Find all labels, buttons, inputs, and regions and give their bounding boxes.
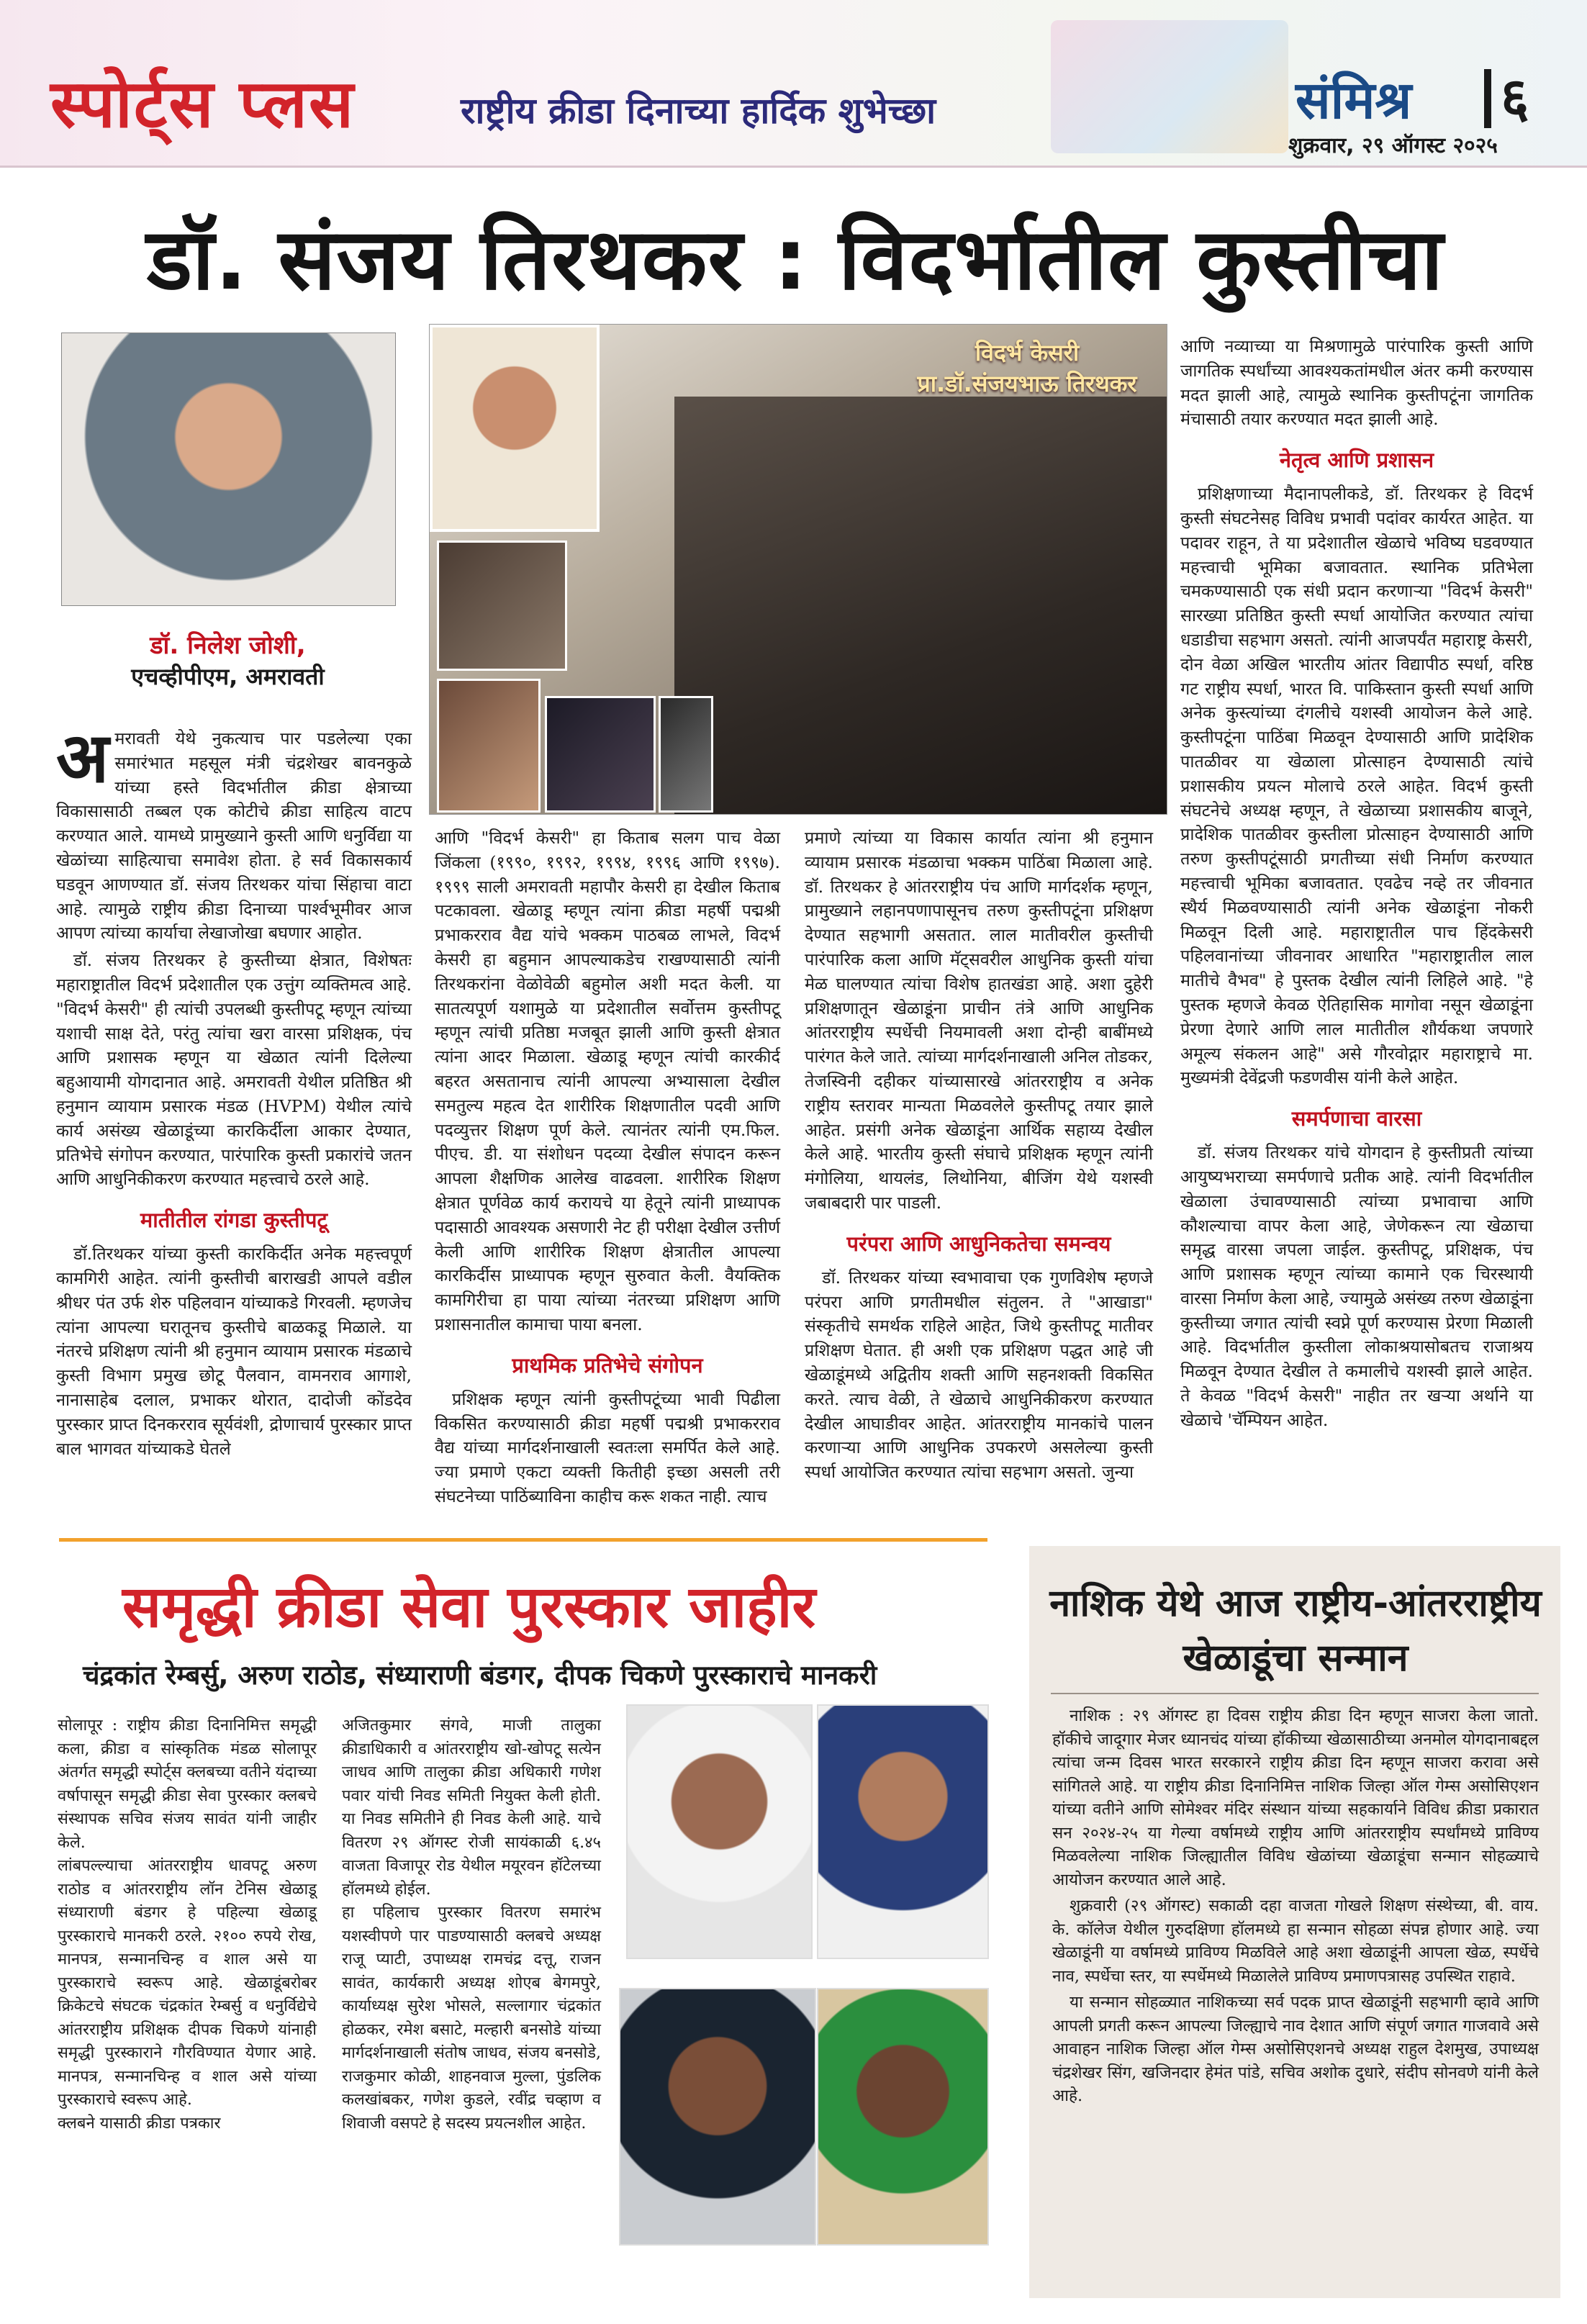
paragraph: मरावती येथे नुकत्याच पार पडलेल्या एका समारंभात महसूल मंत्री चंद्रशेखर बावनकुळे यांच्या हस्ते विदर्भातील क्रीडा क्षेत्राच्या विकासासाठी तब्बल एक कोटीचे क्रीडा साहित्य वाटप करण्यात आले. यामध्ये प्रामुख्याने कुस्ती आणि धनुर्विद्या या खेळांच्या साहित्याचा समावेश होता. हे सर्व विकासकार्य घडवून आणण्यात डॉ. संजय तिरथकर यांचा सिंहाचा वाटा आहे. त्यामुळे राष्ट्रीय क्रीडा दिनाच्या पार्श्वभूमीवर आज आपण त्यांच्या कार्याचा लेखाजोखा बघणार आहोत. [56,728,412,944]
award-subheadline: चंद्रकांत रेम्बर्सु, अरुण राठोड, संध्याराणी बंडगर, दीपक चिकणे पुरस्काराचे मानकरी [83,1660,877,1691]
paragraph: आणि नव्याच्या या मिश्रणामुळे पारंपारिक कुस्ती आणि जागतिक स्पर्धांच्या आवश्यकतांमधील अंतर कमी करण्यास मदत झाली आहे, त्यामुळे स्थानिक कुस्तीपटूंना जागतिक मंचासाठी तयार करण्यात मदत झाली आहे. [1180,336,1533,430]
section-name: संमिश्र [1296,70,1412,130]
paragraph: प्रशिक्षक म्हणून त्यांनी कुस्तीपटूंच्या भावी पिढीला विकसित करण्यासाठी क्रीडा महर्षी पद्मश्री प्रभाकरराव वैद्य यांच्या मार्गदर्शनाखाली स्वतःला समर्पित केले आहे. ज्या प्रमाणे एकटा व्यक्ती कितीही इच्छा असली तरी संघटनेच्या पाठिंब्याविना काहीच करू शकत नाही. त्याच [435,1388,780,1506]
paragraph: आणि "विदर्भ केसरी" हा किताब सलग पाच वेळा जिंकला (१९९०, १९९२, १९९४, १९९६ आणि १९९७). १९९९ साली अमरावती महापौर केसरी हा देखील किताब पटकावला. खेळाडू म्हणून त्यांना क्रीडा महर्षी पद्मश्री प्रभाकरराव वैद्य यांचे भक्कम पाठबळ लाभले, विदर्भ केसरी हा बहुमान आपल्याकडेच राखण्यासाठी त्यांनी तिरथकरांना वेळोवेळी बहुमोल अशी मदत केली. या सातत्यपूर्ण यशामुळे या प्रदेशातील सर्वोत्तम कुस्तीपटू म्हणून त्यांची प्रतिष्ठा मजबूत झाली आणि कुस्ती क्षेत्रात त्यांना आदर मिळाला. खेळाडू म्हणून त्यांची कारकीर्द बहरत असतानाच त्यांनी आपल्या अभ्यासाला देखील समतुल्य महत्व देत शारीरिक शिक्षणातील पदवी आणि पदव्युत्तर शिक्षण पूर्ण केले. त्यानंतर त्यांनी एम.फिल. पीएच. डी. या संशोधन पदव्या देखील संपादन करून आपला शैक्षणिक आलेख वाढवला. शारीरिक शिक्षण क्षेत्रात पूर्णवेळ कार्य करायचे या हेतूने त्यांनी प्राध्यापक पदासाठी आवश्यक असणारी नेट ही परीक्षा देखील उत्तीर्ण केली आणि शारीरिक शिक्षण क्षेत्रातील आपल्या कारकिर्दीस प्राध्यापक म्हणून सुरुवात केली. वैयक्तिक कामगिरीचा हा पाया त्यांच्या नंतरच्या प्रशिक्षण आणि प्रशासनातील कामाचा पाया बनला. [435,828,780,1334]
paragraph: डॉ.तिरथकर यांच्या कुस्ती कारकिर्दीत अनेक महत्त्वपूर्ण कामगिरी आहेत. त्यांनी कुस्तीची बाराखडी आपले वडील श्रीधर पंत उर्फ शेरु पहिलवान यांच्याकडे गिरवली. म्हणजेच त्यांना आपल्या घरातूनच कुस्तीचे बाळकडू मिळाले. या नंतरचे प्रशिक्षण त्यांनी श्री हनुमान व्यायाम प्रसारक मंडळाचे कुस्ती विभाग प्रमुख छोटू पैलवान, वामनराव आगाशे, नानासाहेब दलाल, प्रभाकर थोरात, दादोजी कोंडदेव पुरस्कार प्राप्त दिनकरराव सूर्यवंशी, द्रोणाचार्य पुरस्कार प्राप्त बाल भागवत यांच्याकडे घेतले [56,1244,412,1459]
page-number: ६ [1501,65,1529,130]
awardee-photo [626,1704,813,1959]
divider [1484,69,1491,128]
author-name: डॉ. निलेश जोशी, [150,631,306,660]
subheading: समर्पणाचा वारसा [1291,1106,1422,1131]
paragraph: या सन्मान सोहळ्यात नाशिकच्या सर्व पदक प्राप्त खेळाडूंनी सहभागी व्हावे आणि आपली प्रगती करून आपल्या जिल्ह्याचे नाव देशात आणि संपूर्ण जगात गाजवावे असे आवाहन नाशिक जिल्हा ऑल गेम्स असोसिएशनचे अध्यक्ष राहुल देशमुख, उपाध्यक्ष चंद्रशेखर सिंग, खजिनदार हेमंत पांडे, सचिव अशोक दुधारे, संदीप सोनवणे यांनी केले आहे. [1052,1993,1539,2105]
award-column-1: सोलापूर : राष्ट्रीय क्रीडा दिनानिमित्त समृद्धी कला, क्रीडा व सांस्कृतिक मंडळ सोलापूर अंतर्गत समृद्धी स्पोर्ट्स क्लबच्या वतीने यंदाच्या वर्षापासून समृद्धी क्रीडा सेवा पुरस्कार क्लबचे संस्थापक सचिव संजय सावंत यांनी जाहीर केले. लांबपल्ल्याचा आंतरराष्ट्रीय धावपटू अरुण राठोड व आंतरराष्ट्रीय लॉन टेनिस खेळाडू संध्याराणी बंडगर हे पहिल्या खेळाडू पुरस्काराचे मानकरी ठरले. २१०० रुपये रोख, मानपत्र, सन्मानचिन्ह व शाल असे या पुरस्काराचे स्वरूप आहे. खेळाडूंबरोबर क्रिकेटचे संघटक चंद्रकांत रेम्बर्सु व धनुर्विद्येचे आंतरराष्ट्रीय प्रशिक्षक दीपक चिकणे यांनाही समृद्धी पुरस्काराने गौरविण्यात येणार आहे. मानपत्र, सन्मानचिन्ह व शाल असे यांच्या पुरस्काराचे स्वरूप आहे. क्लबने यासाठी क्रीडा पत्रकार [58,1717,317,2133]
paragraph: शुक्रवारी (२९ ऑगस्ट) सकाळी दहा वाजता गोखले शिक्षण संस्थेच्या, बी. वाय. के. कॉलेज येथील गुरुदक्षिणा हॉलमध्ये हा सन्मान सोहळा संपन्न होणार आहे. ज्या खेळाडूंनी या वर्षामध्ये प्राविण्य मिळविले आहे अशा खेळाडूंनी आपला खेळ, स्पर्धेचे नाव, स्पर्धेचा स्तर, या स्पर्धेमध्ये मिळालेले प्राविण्य प्रमाणपत्रासह उपस्थित राहावे. [1052,1896,1539,1986]
author-role: एचव्हीपीएम, अमरावती [131,663,325,690]
masthead-tagline: राष्ट्रीय क्रीडा दिनाच्या हार्दिक शुभेच्छा [461,90,936,132]
archive-photo-1 [437,541,567,671]
archive-photo-2 [437,679,541,813]
wrestling-photo-collage [429,324,1167,815]
tirathkar-portrait-photo [430,325,600,532]
collage-caption: विदर्भ केसरी प्रा.डॉ.संजयभाऊ तिरथकर [917,339,1137,398]
nashik-body [1052,1704,1539,2111]
nashik-headline: नाशिक येथे आज राष्ट्रीय-आंतरराष्ट्रीय खेळाडूंचा सन्मान [1049,1582,1542,1680]
awardee-photo [817,1704,989,1959]
issue-date: शुक्रवार, २९ ऑगस्ट २०२५ [1288,133,1498,158]
awardee-photo [619,1988,816,2246]
article-column-3 [805,826,1153,1488]
award-headline: समृद्धी क्रीडा सेवा पुरस्कार जाहीर [122,1573,816,1640]
archive-photo-3 [545,696,656,813]
paragraph: प्रमाणे त्यांच्या या विकास कार्यात त्यांना श्री हनुमान व्यायाम प्रसारक मंडळाचा भक्कम पाठिंबा मिळाला आहे. डॉ. तिरथकर हे आंतरराष्ट्रीय पंच आणि मार्गदर्शक म्हणून, प्रामुख्याने लहानपणापासूनच तरुण कुस्तीपटूंना प्रशिक्षण देण्यात सहभागी असतात. लाल मातीवरील कुस्तीची पारंपारिक कला आणि मॅट्सवरील आधुनिक कुस्ती यांचा मेळ घालण्यात त्यांचा विशेष हातखंडा आहे. अशा दुहेरी प्रशिक्षणातून खेळाडूंना प्राचीन तंत्रे आणि आधुनिक आंतरराष्ट्रीय स्पर्धेची नियमावली अशा दोन्ही बाबींमध्ये पारंगत केले जाते. त्यांच्या मार्गदर्शनाखाली अनिल तोडकर, तेजस्विनी दहीकर यांच्यासारखे आंतरराष्ट्रीय व अनेक राष्ट्रीय स्तरावर मान्यता मिळवलेले कुस्तीपटू तयार झाले आहेत. प्रसंगी अनेक खेळाडूंना आर्थिक सहाय्य देखील केले आहे. भारतीय कुस्ती संघाचे प्रशिक्षक म्हणून त्यांनी मंगोलिया, थायलंड, लिथोनिया, बीजिंग येथे यशस्वी जबाबदारी पार पाडली. [805,828,1153,1213]
paragraph: डॉ. तिरथकर यांच्या स्वभावाचा एक गुणविशेष म्हणजे परंपरा आणि प्रगतीमधील संतुलन. ते "आखाडा" संस्कृतीचे समर्थक राहिले आहेत, जिथे कुस्तीपटू मातीवर प्रशिक्षण घेतात. ही अशी एक प्रशिक्षण पद्धत आहे जी खेळाडूंमध्ये अद्वितीय शक्ती आणि सहनशक्ती विकसित करते. त्याच वेळी, ते खेळाचे आधुनिकीकरण करण्यात देखील आघाडीवर आहेत. आंतरराष्ट्रीय मानकांचे पालन करणाऱ्या आणि आधुनिक उपकरणे असलेल्या कुस्ती स्पर्धा आयोजित करण्यात त्यांचा सहभाग असतो. जुन्या [805,1267,1153,1483]
article-column-1 [56,717,412,1464]
main-headline: डॉ. संजय तिरथकर : विदर्भातील कुस्तीचा [146,209,1444,309]
archive-photo-4 [659,696,713,813]
wrestler-archive-photo [674,397,1167,814]
masthead-brand: स्पोर्ट्स प्लस [50,65,356,143]
subheading: मातीतील रांगडा कुस्तीपटू [140,1208,328,1233]
awardee-photo [817,1988,989,2246]
sports-silhouettes-image [1051,20,1288,153]
author-photo [61,333,396,606]
subheading: प्राथमिक प्रतिभेचे संगोपन [512,1352,703,1378]
drop-cap: अ [56,717,109,798]
subheading: नेतृत्व आणि प्रशासन [1279,448,1434,473]
subheading: परंपरा आणि आधुनिकतेचा समन्वय [846,1231,1111,1256]
award-column-2: अजितकुमार संगवे, माजी तालुका क्रीडाधिकारी व आंतरराष्ट्रीय खो-खोपटू सत्येन जाधव आणि तालुका क्रीडा अधिकारी गणेश पवार यांची निवड समिती नियुक्त केली होती. या निवड समितीने ही निवड केली आहे. याचे वितरण २९ ऑगस्ट रोजी सायंकाळी ६.४५ वाजता विजापूर रोड येथील मयूरवन हॉटेलच्या हॉलमध्ये होईल. हा पहिलाच पुरस्कार वितरण समारंभ यशस्वीपणे पार पाडण्यासाठी क्लबचे अध्यक्ष राजू प्याटी, उपाध्यक्ष रामचंद्र दत्तू, राजन सावंत, कार्यकारी अध्यक्ष शोएब बेगमपुरे, कार्याध्यक्ष सुरेश भोसले, सल्लागार चंद्रकांत होळकर, रमेश बसाटे, मल्हारी बनसोडे यांच्या मार्गदर्शनाखाली संतोष जाधव, संजय बनसोडे, राजकुमार कोळी, शाहनवाज मुल्ला, पुंडलिक कलखांबकर, गणेश कुडले, रवींद्र चव्हाण व शिवाजी वसपटे हे सदस्य प्रयत्नशील आहेत. [342,1717,601,2133]
article-column-2 [435,826,780,1512]
paragraph: डॉ. संजय तिरथकर यांचे योगदान हे कुस्तीप्रती त्यांच्या आयुष्यभराच्या समर्पणाचे प्रतीक आहे. त्यांनी विदर्भातील खेळाला उंचावण्यासाठी त्यांच्या प्रभावाचा आणि कौशल्याचा वापर केला आहे, जेणेकरून त्या खेळाचा समृद्ध वारसा जपला जाईल. कुस्तीपटू, प्रशिक्षक, पंच आणि प्रशासक म्हणून त्यांच्या कामाने एक चिरस्थायी वारसा निर्माण केला आहे, ज्यामुळे असंख्य तरुण खेळाडूंना कुस्तीच्या जगात त्यांची स्वप्ने पूर्ण करण्यास प्रेरणा मिळाली आहे. विदर्भातील कुस्तीला लोकाश्रयासोबतच राजाश्रय मिळवून देण्यात देखील ते कमालीचे यशस्वी झाले आहेत. ते केवळ "विदर्भ केसरी" नाहीत तर खऱ्या अर्थाने या खेळाचे 'चॅम्पियन आहेत. [1180,1142,1533,1430]
divider [1051,1693,1539,1694]
paragraph: डॉ. संजय तिरथकर हे कुस्तीच्या क्षेत्रात, विशेषतः महाराष्ट्रातील विदर्भ प्रदेशातील एक उत्तुंग व्यक्तिमत्व आहे. "विदर्भ केसरी" ही त्यांची उपलब्धी कुस्तीपटू म्हणून त्यांच्या यशाची साक्ष देते, परंतु त्यांचा खरा वारसा प्रशिक्षक, पंच आणि प्रशासक म्हणून या खेळात त्यांनी दिलेल्या बहुआयामी योगदानात आहे. अमरावती येथील प्रतिष्ठित श्री हनुमान व्यायाम प्रसारक मंडळ (HVPM) येथील त्यांचे कार्य असंख्य खेळाडूंच्या कारकिर्दीला आकार देण्यात, प्रतिभेचे संगोपन करण्यात, पारंपारिक कुस्ती प्रकारांचे जतन आणि आधुनिकीकरण करण्यात महत्त्वाचे ठरले आहे. [56,950,412,1190]
section-divider [59,1538,987,1542]
paragraph: प्रशिक्षणाच्या मैदानापलीकडे, डॉ. तिरथकर हे विदर्भ कुस्ती संघटनेसह विविध प्रभावी पदांवर कार्यरत आहेत. या पदावर राहून, ते या प्रदेशातील खेळाचे भविष्य घडवण्यात महत्त्वाची भूमिका बजावतात. स्थानिक प्रतिभेला चमकण्यासाठी एक संधी प्रदान करणाऱ्या "विदर्भ केसरी" सारख्या प्रतिष्ठित कुस्ती स्पर्धा आयोजित करण्यात त्यांचा धडाडीचा सहभाग असतो. त्यांनी आजपर्यंत महाराष्ट्र केसरी, दोन वेळा अखिल भारतीय आंतर विद्यापीठ स्पर्धा, वरिष्ठ गट राष्ट्रीय स्पर्धा, भारत वि. पाकिस्तान कुस्ती स्पर्धा आणि अनेक कुस्त्यांच्या दंगलीचे यशस्वी आयोजन केले आहे. कुस्तीपटूंना पाठिंबा मिळवून देण्यासाठी आणि प्रादेशिक पातळीवर या खेळाला प्रोत्साहन देण्यासाठी त्यांचे प्रशासकीय प्रयत्न मोलाचे ठरले आहेत. विदर्भ कुस्ती संघटनेचे अध्यक्ष म्हणून, ते खेळाच्या प्रशासकीय बाजूने, प्रादेशिक पातळीवर कुस्तीला प्रोत्साहन देण्यासाठी आणि तरुण कुस्तीपटूंसाठी प्रगतीच्या संधी निर्माण करण्यात महत्त्वाची भूमिका बजावतात. एवढेच नव्हे तर जीवनात स्थैर्य मिळवण्यासाठी त्यांनी अनेक खेळाडूंना नोकरी मिळवून दिली आहे. महाराष्ट्रातील पाच हिंदकेसरी पहिलवानांच्या जीवनावर आधारित "महाराष्ट्रातील लाल मातीचे वैभव" हे पुस्तक देखील त्यांनी लिहिले आहे. "हे पुस्तक म्हणजे केवळ ऐतिहासिक मागोवा नसून खेळाडूंना प्रेरणा देणारे आणि लाल मातीतील शौर्यकथा जपणारे अमूल्य संकलन आहे" असे गौरवोद्गार महाराष्ट्राचे मा. मुख्यमंत्री देवेंद्रजी फडणवीस यांनी केले आहेत. [1180,484,1533,1088]
paragraph: नाशिक : २९ ऑगस्ट हा दिवस राष्ट्रीय क्रीडा दिन म्हणून साजरा केला जातो. हॉकीचे जादूगार मेजर ध्यानचंद यांच्या हॉकीच्या खेळासाठीच्या अनमोल योगदानाबद्दल त्यांचा जन्म दिवस भारत सरकारने राष्ट्रीय क्रीडा दिन म्हणून साजरा करावा असे सांगितले आहे. या राष्ट्रीय क्रीडा दिनानिमित्त नाशिक जिल्हा ऑल गेम्स असोसिएशन यांच्या वतीने आणि सोमेश्वर मंदिर संस्थान यांच्या सहकार्याने विविध क्रीडा प्रकारात सन २०२४-२५ या गेल्या वर्षामध्ये राष्ट्रीय आणि आंतरराष्ट्रीय स्पर्धांमध्ये प्राविण्य मिळवलेल्या नाशिक जिल्ह्यातील विविध खेळांच्या खेळाडूंचा सन्मान सोहळ्याचे आयोजन करण्यात आले आहे. [1052,1706,1539,1889]
article-column-4 [1180,335,1533,1436]
